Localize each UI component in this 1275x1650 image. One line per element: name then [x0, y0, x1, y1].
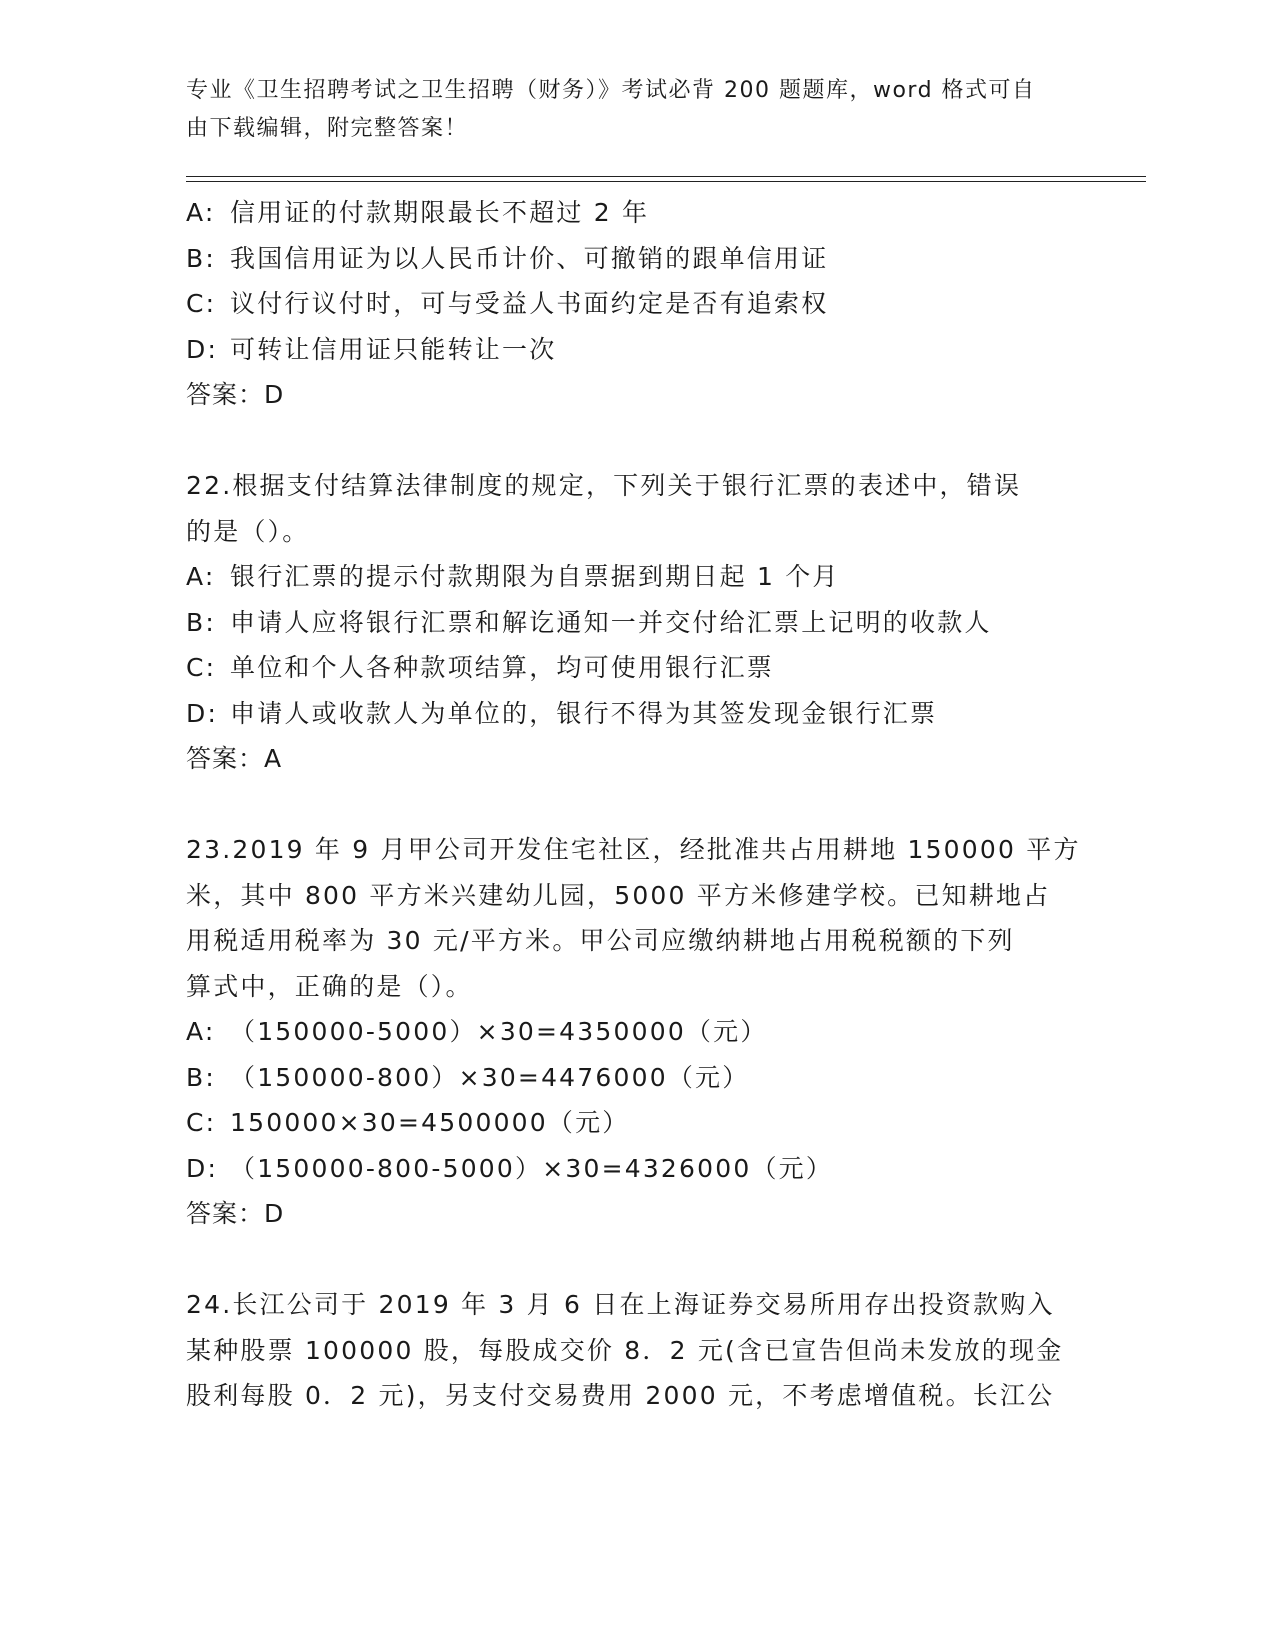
option-c: C: 议付行议付时，可与受益人书面约定是否有追索权: [186, 289, 829, 318]
question-24: [186, 1282, 1086, 1419]
option-b: B: 我国信用证为以人民币计价、可撤销的跟单信用证: [186, 243, 829, 273]
question-stem-line: 的是（）。: [186, 516, 310, 546]
page-header: [186, 72, 1066, 148]
option-a: A: （150000-5000）×30=4350000（元）: [186, 1017, 768, 1046]
question-stem-line: 22.根据支付结算法律制度的规定，下列关于银行汇票的表述中，错误: [186, 471, 1022, 500]
question-content: [186, 190, 1086, 1419]
option-d: D: 可转让信用证只能转让一次: [186, 334, 557, 364]
answer: 答案：A: [186, 744, 283, 773]
option-d: D: 申请人或收款人为单位的，银行不得为其签发现金银行汇票: [186, 698, 938, 728]
option-d: D: （150000-800-5000）×30=4326000（元）: [186, 1153, 834, 1183]
header-line-2: 由下载编辑，附完整答案！: [186, 116, 469, 141]
option-b: B: 申请人应将银行汇票和解讫通知一并交付给汇票上记明的收款人: [186, 607, 992, 637]
question-stem-line: 股利每股 0．2 元)，另支付交易费用 2000 元，不考虑增值税。长江公: [186, 1381, 1055, 1410]
question-stem-line: 某种股票 100000 股，每股成交价 8．2 元(含已宣告但尚未发放的现金: [186, 1335, 1064, 1365]
option-a: A: 信用证的付款期限最长不超过 2 年: [186, 198, 650, 227]
question-22: [186, 463, 1086, 782]
answer: 答案：D: [186, 380, 285, 409]
option-a: A: 银行汇票的提示付款期限为自票据到期日起 1 个月: [186, 562, 840, 591]
header-divider: [186, 176, 1146, 182]
option-c: C: 单位和个人各种款项结算，均可使用银行汇票: [186, 653, 775, 682]
question-stem-line: 24.长江公司于 2019 年 3 月 6 日在上海证券交易所用存出投资款购入: [186, 1290, 1055, 1319]
question-stem-line: 算式中，正确的是（）。: [186, 971, 473, 1001]
question-21: [186, 190, 1086, 418]
answer: 答案：D: [186, 1199, 285, 1228]
option-b: B: （150000-800）×30=4476000（元）: [186, 1062, 750, 1092]
header-line-1: 专业《卫生招聘考试之卫生招聘（财务）》考试必背 200 题题库，word 格式可自: [186, 78, 1036, 103]
question-23: [186, 827, 1086, 1237]
option-c: C: 150000×30=4500000（元）: [186, 1108, 630, 1137]
question-stem-line: 米，其中 800 平方米兴建幼儿园，5000 平方米修建学校。已知耕地占: [186, 880, 1051, 910]
question-stem-line: 23.2019 年 9 月甲公司开发住宅社区，经批准共占用耕地 150000 平方: [186, 835, 1081, 864]
question-stem-line: 用税适用税率为 30 元/平方米。甲公司应缴纳耕地占用税税额的下列: [186, 926, 1015, 955]
